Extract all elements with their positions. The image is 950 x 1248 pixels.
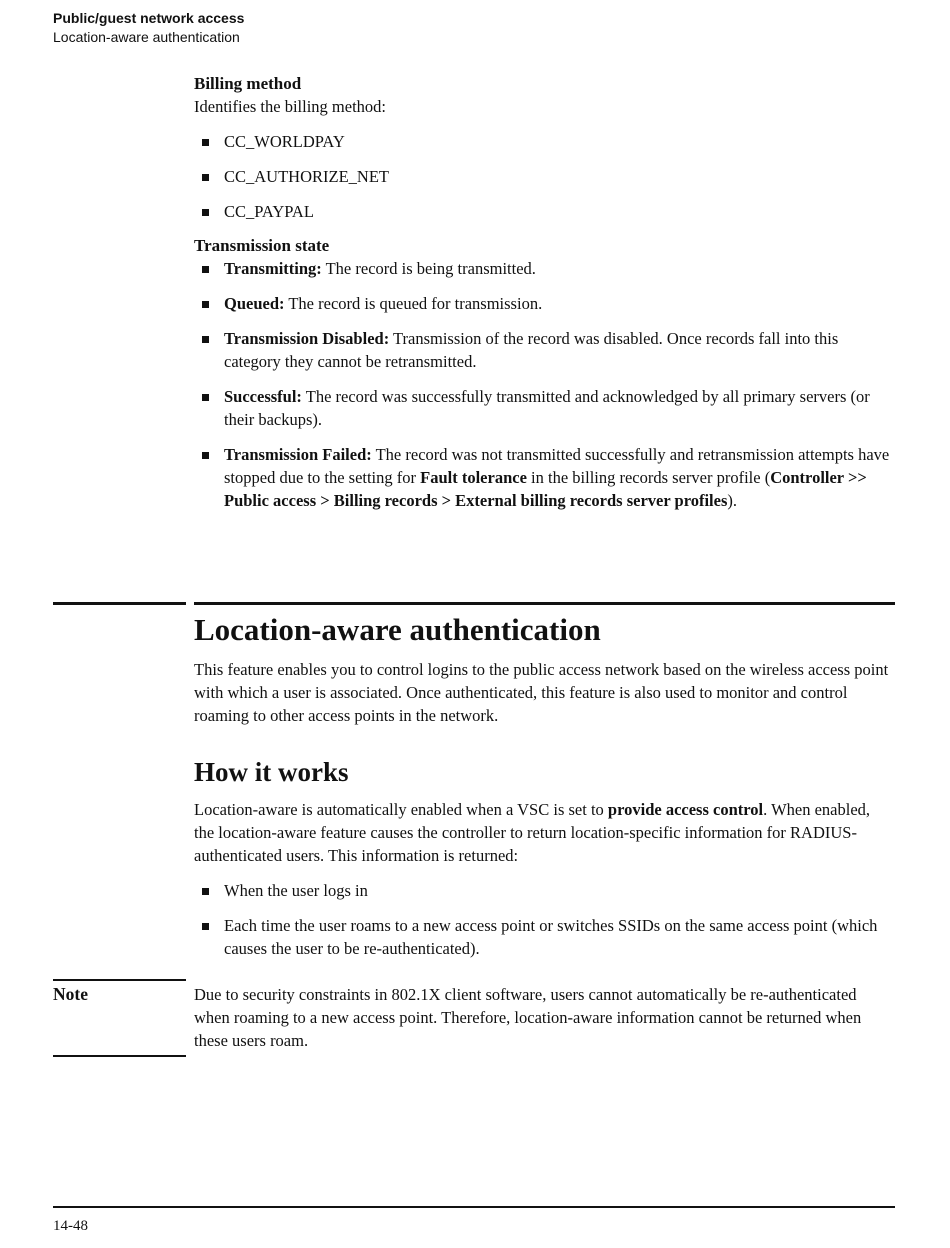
list-item [194, 385, 894, 431]
note-rule-top [53, 979, 186, 981]
definition: Transmission of the record was disabled. Once records fall into this category they cannot be retransmitted. [224, 329, 839, 371]
definition: The record was not transmitted successfully and retransmission attempts have stopped due to the setting for [224, 445, 890, 487]
list-item: When the user logs in [194, 879, 894, 902]
how-it-works-paragraph [194, 798, 894, 867]
header-title: Public/guest network access [53, 10, 245, 26]
term: Successful: [224, 387, 302, 406]
definition: The record is being transmitted. [321, 259, 536, 278]
billing-method-section [194, 72, 894, 223]
billing-method-heading: Billing method [194, 74, 302, 93]
footer-rule [53, 1206, 895, 1208]
list-item [194, 327, 894, 373]
term: Transmission Disabled: [224, 329, 390, 348]
list-item: CC_AUTHORIZE_NET [194, 165, 894, 188]
note-rule-bottom [53, 1055, 186, 1057]
term: Queued: [224, 294, 285, 313]
location-aware-section [194, 612, 894, 727]
subsection-title: How it works [194, 757, 349, 787]
section-title: Location-aware authentication [194, 612, 601, 647]
how-it-works-list [194, 879, 894, 960]
header-subtitle: Location-aware authentication [53, 29, 240, 45]
list-item: Each time the user roams to a new access point or switches SSIDs on the same access point (which causes the user to be re-authenticated). [194, 914, 894, 960]
list-item [194, 292, 894, 315]
list-item [194, 257, 894, 280]
list-item: CC_WORLDPAY [194, 130, 894, 153]
definition: in the billing records server profile ( [526, 468, 771, 487]
setting-name: Fault tolerance [420, 468, 527, 487]
list-item: CC_PAYPAL [194, 200, 894, 223]
term: Transmitting: [224, 259, 322, 278]
definition: The record is queued for transmission. [284, 294, 543, 313]
how-it-works-section [194, 756, 894, 960]
list-item [194, 443, 894, 512]
location-aware-paragraph: This feature enables you to control logins to the public access network based on the wireless access point with which a user is associated. Once authenticated, this feature is also used to monitor and control roaming to other access points in the network. [194, 660, 889, 725]
billing-method-intro: Identifies the billing method: [194, 97, 387, 116]
menu-path: Controller >> Public access > Billing records > External billing records server profiles [224, 468, 867, 510]
note-text: Due to security constraints in 802.1X client software, users cannot automatically be re-authenticated when roaming to a new access point. Therefore, location-aware information cannot be returned when these users roam. [194, 985, 862, 1050]
running-header [53, 9, 244, 46]
transmission-state-section [194, 234, 894, 512]
paragraph-text: Location-aware is automatically enabled when a VSC is set to [194, 800, 608, 819]
page-number: 14-48 [53, 1218, 88, 1234]
section-divider-right [194, 602, 895, 605]
definition: ). [727, 491, 737, 510]
transmission-state-list [194, 257, 894, 512]
paragraph-text: . When enabled, the location-aware feature causes the controller to return location-specific information for RADIUS-authenticated users. This information is returned: [194, 800, 871, 865]
note-label: Note [53, 984, 88, 1004]
section-divider-left [53, 602, 186, 605]
setting-name: provide access control [607, 800, 764, 819]
billing-method-list [194, 130, 894, 223]
definition: The record was successfully transmitted and acknowledged by all primary servers (or their backups). [224, 387, 870, 429]
transmission-state-heading: Transmission state [194, 236, 330, 255]
term: Transmission Failed: [224, 445, 372, 464]
